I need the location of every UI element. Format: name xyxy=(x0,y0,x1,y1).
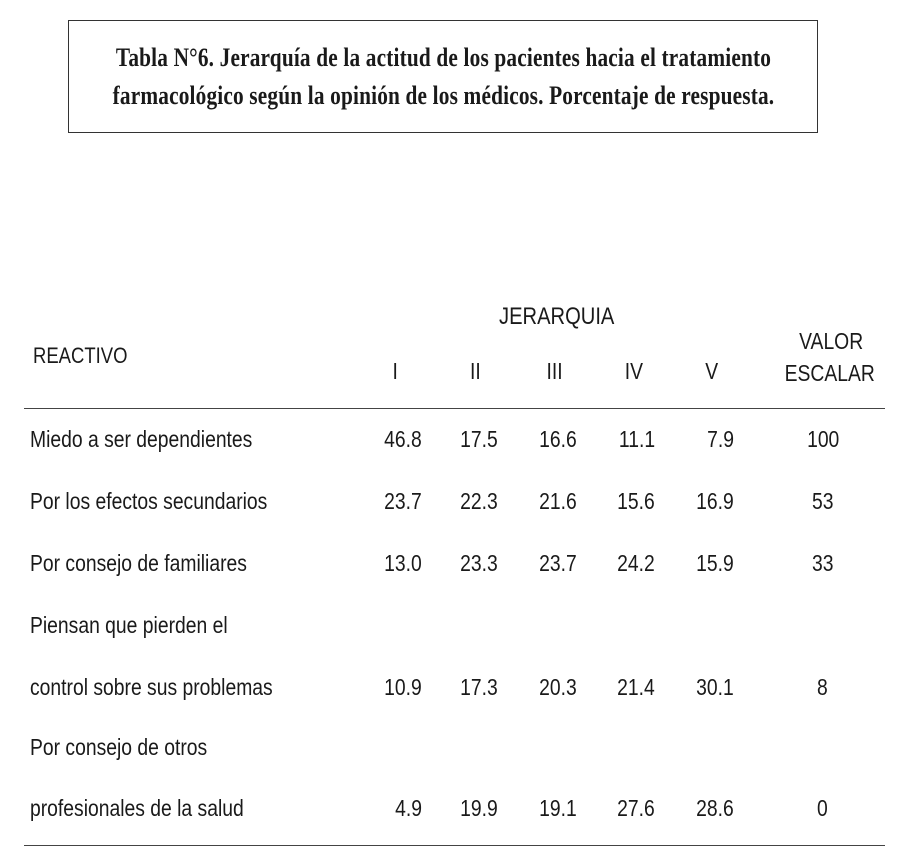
cell-value: 11.1 xyxy=(618,426,655,452)
cell-value: 4.9 xyxy=(395,795,422,821)
jerarquia-header: JERARQUIA xyxy=(498,303,615,330)
cell-value: 23.3 xyxy=(460,550,498,576)
table-title-line-1: Tabla N°6. Jerarquía de la actitud de los pacientes hacia el tratamiento xyxy=(115,42,771,72)
cell-value: 28.6 xyxy=(696,795,734,821)
row-label: Por consejo de otros xyxy=(30,734,208,760)
cell-value: 16.6 xyxy=(539,426,577,452)
cell-value: 19.9 xyxy=(460,795,498,821)
cell-value: 10.9 xyxy=(384,674,422,700)
cell-value: 19.1 xyxy=(539,795,577,821)
valor-escalar-cell: 8 xyxy=(817,674,828,700)
cell-value: 21.6 xyxy=(539,488,577,514)
valor-escalar-cell: 0 xyxy=(817,795,828,821)
cell-value: 7.9 xyxy=(707,426,734,452)
cell-value: 23.7 xyxy=(384,488,422,514)
valor-header-line-1: VALOR xyxy=(799,328,864,354)
rank-header-4: IV xyxy=(624,358,643,384)
reactivo-header: REACTIVO xyxy=(33,343,128,368)
cell-value: 17.3 xyxy=(460,674,498,700)
rank-header-3: III xyxy=(546,358,563,384)
table-title-box xyxy=(68,20,818,133)
cell-value: 15.9 xyxy=(696,550,734,576)
cell-value: 46.8 xyxy=(384,426,422,452)
bottom-rule xyxy=(24,845,885,846)
valor-header-line-2: ESCALAR xyxy=(784,360,875,386)
valor-escalar-cell: 33 xyxy=(812,550,834,576)
row-label: Piensan que pierden el xyxy=(30,612,228,638)
row-label: Por consejo de familiares xyxy=(30,550,247,576)
cell-value: 30.1 xyxy=(696,674,734,700)
cell-value: 15.6 xyxy=(617,488,655,514)
rank-header-5: V xyxy=(705,358,719,384)
cell-value: 17.5 xyxy=(460,426,498,452)
rank-header-1: I xyxy=(392,358,398,384)
cell-value: 24.2 xyxy=(617,550,655,576)
row-label-continuation: profesionales de la salud xyxy=(30,795,244,821)
row-label: Miedo a ser dependientes xyxy=(30,426,253,452)
cell-value: 23.7 xyxy=(539,550,577,576)
cell-value: 21.4 xyxy=(617,674,655,700)
valor-escalar-cell: 100 xyxy=(807,426,840,452)
cell-value: 22.3 xyxy=(460,488,498,514)
header-rule xyxy=(24,408,885,409)
cell-value: 27.6 xyxy=(617,795,655,821)
table-title-line-2: farmacológico según la opinión de los médicos. Porcentaje de respuesta. xyxy=(112,80,774,110)
cell-value: 16.9 xyxy=(696,488,734,514)
rank-header-2: II xyxy=(470,358,481,384)
row-label: Por los efectos secundarios xyxy=(30,488,268,514)
row-label-continuation: control sobre sus problemas xyxy=(30,674,273,700)
cell-value: 20.3 xyxy=(539,674,577,700)
valor-escalar-cell: 53 xyxy=(812,488,834,514)
cell-value: 13.0 xyxy=(384,550,422,576)
